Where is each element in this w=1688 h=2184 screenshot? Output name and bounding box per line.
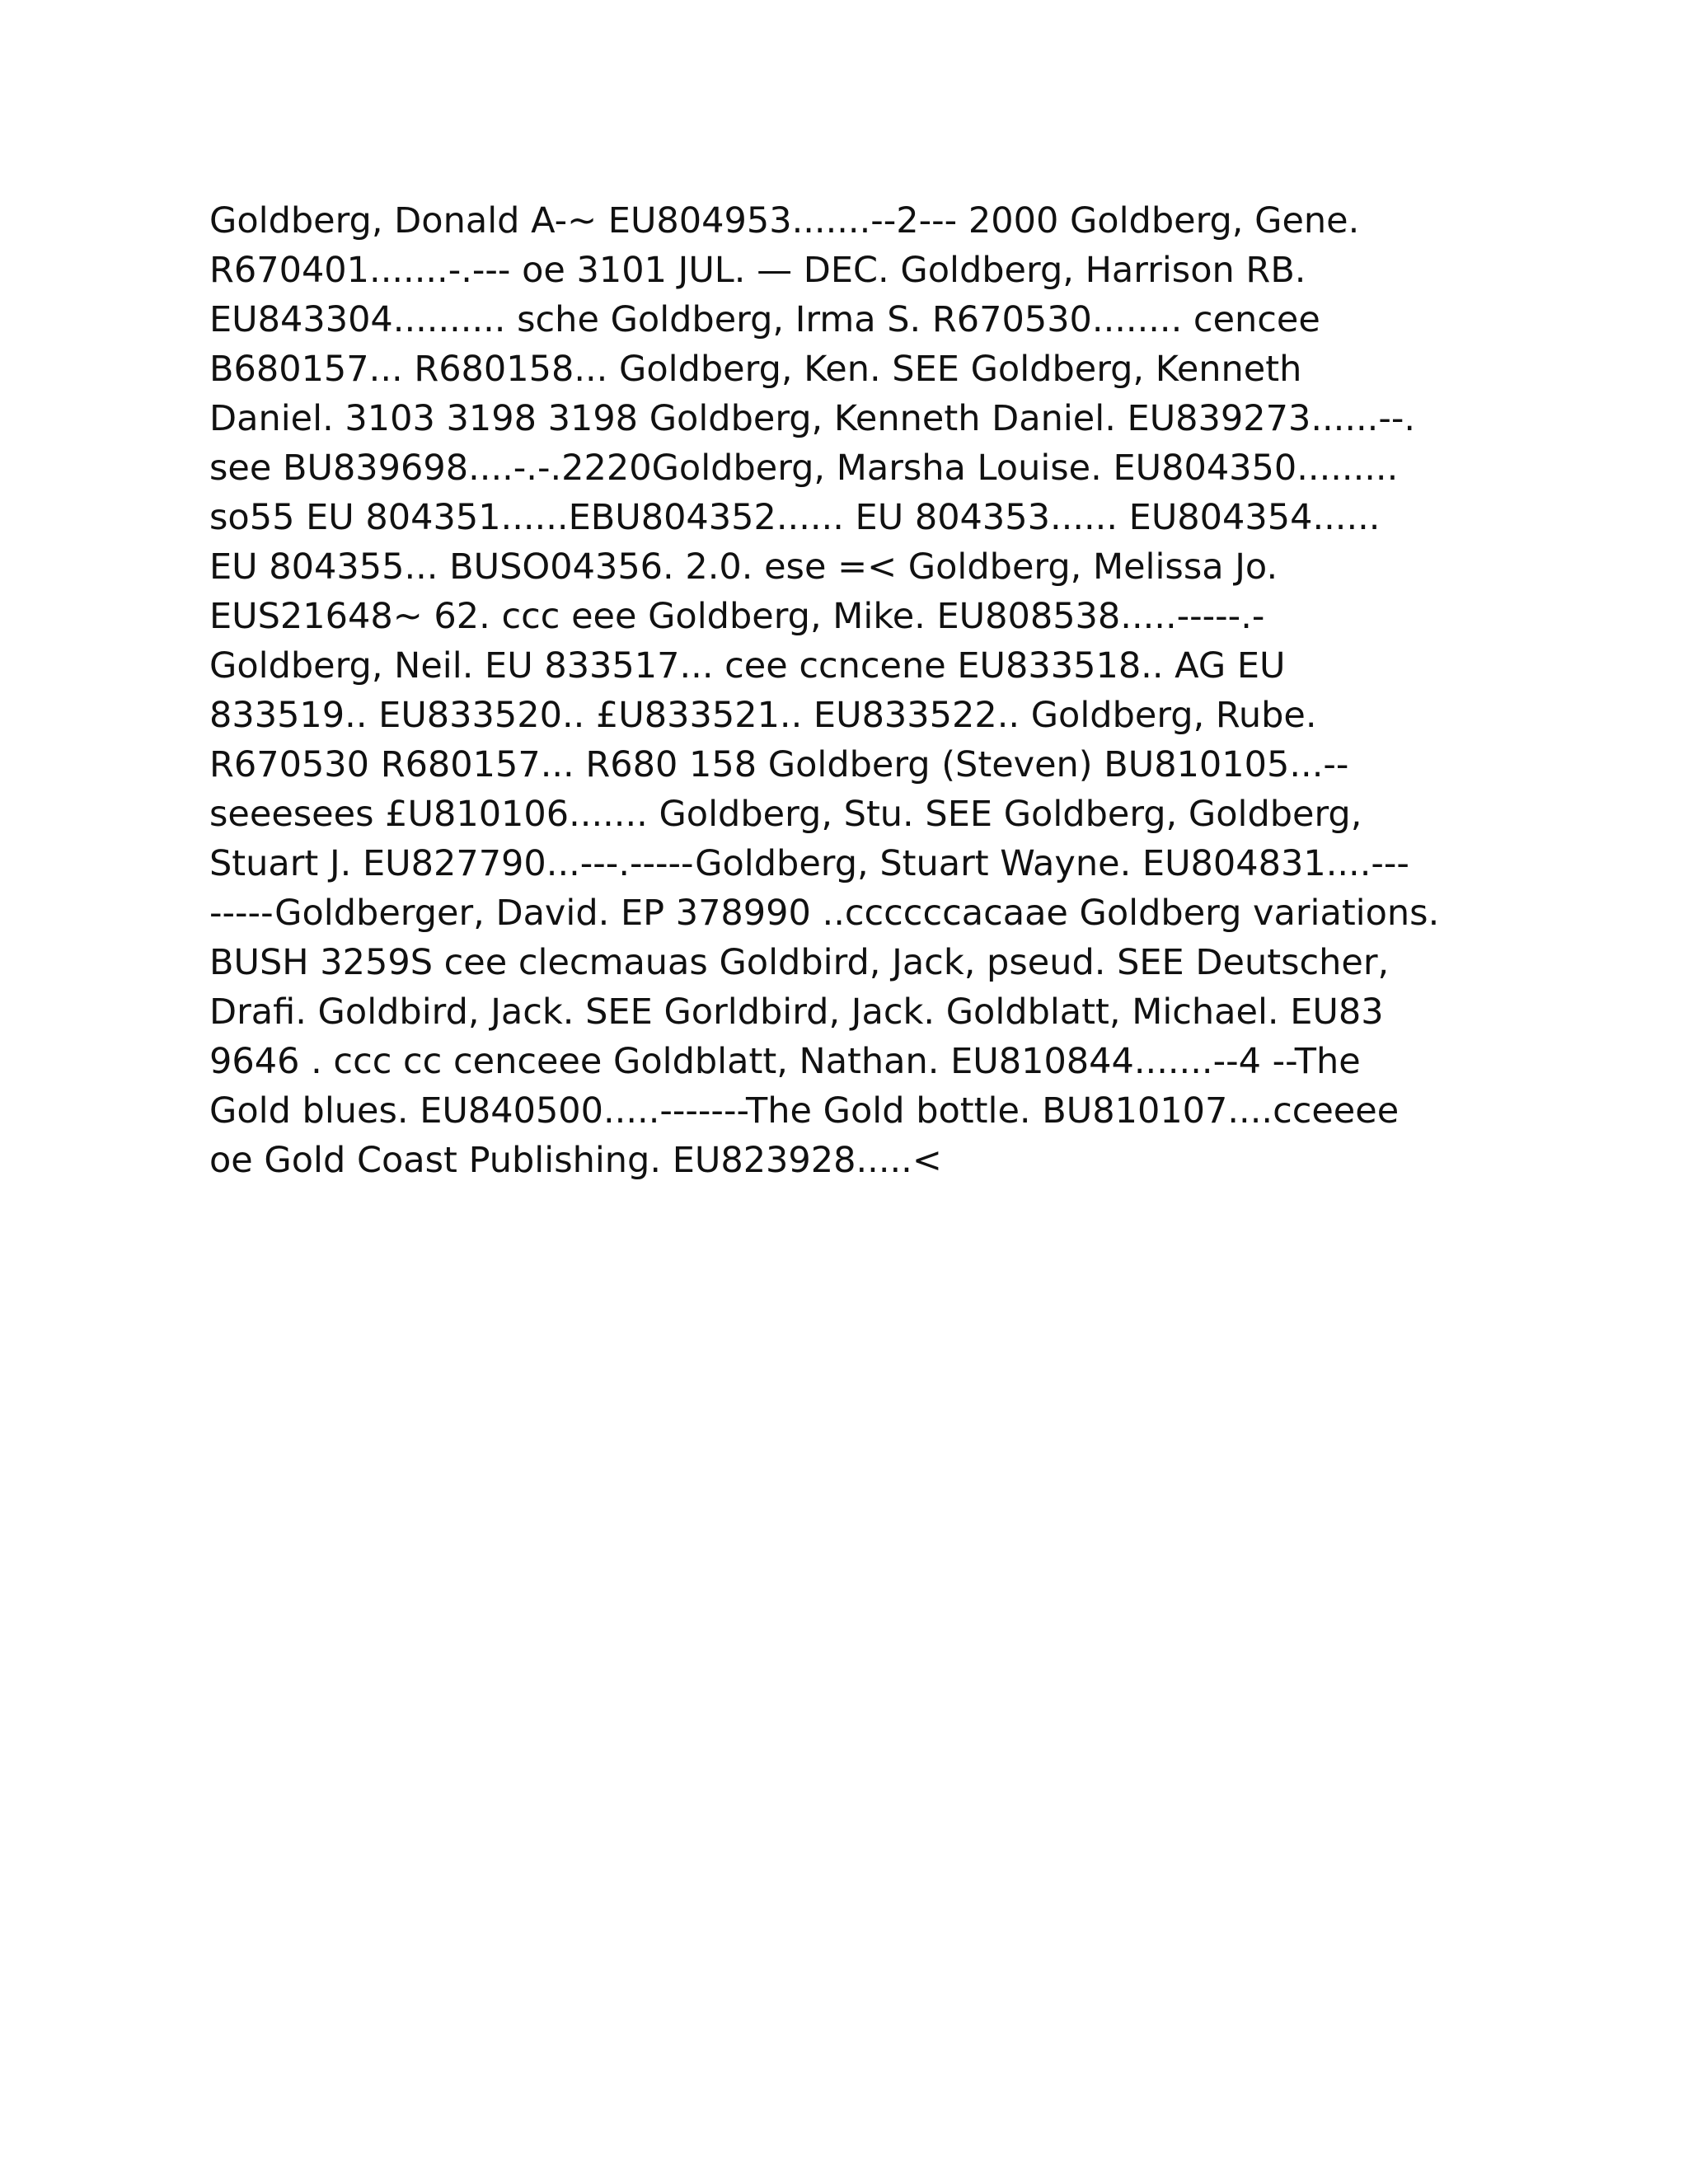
text-line: Drafi. Goldbird, Jack. SEE Gorldbird, Jack. Goldblatt, Michael. EU83 — [209, 991, 1384, 1033]
text-line: Goldberg, Neil. EU 833517... cee ccncene EU833518.. AG EU — [209, 645, 1286, 687]
text-line: oe Gold Coast Publishing. EU823928.....< — [209, 1140, 942, 1181]
text-line: Stuart J. EU827790...---.-----Goldberg, Stuart Wayne. EU804831....--- — [209, 843, 1409, 884]
text-line: -----Goldberger, David. EP 378990 ..ccccccacaae Goldberg variations. — [209, 893, 1440, 934]
document-text-block — [209, 196, 1479, 1185]
text-line: Daniel. 3103 3198 3198 Goldberg, Kenneth Daniel. EU839273......--. — [209, 398, 1416, 439]
text-line: EUS21648~ 62. ccc eee Goldberg, Mike. EU808538.....-----.- — [209, 596, 1265, 637]
text-line: EU 804355... BUSO04356. 2.0. ese =< Goldberg, Melissa Jo. — [209, 546, 1278, 588]
text-line: see BU839698....-.-.2220Goldberg, Marsha Louise. EU804350......... — [209, 448, 1399, 489]
text-line: R670401.......-.--- oe 3101 JUL. — DEC. Goldberg, Harrison RB. — [209, 250, 1306, 291]
text-line: R670530 R680157... R680 158 Goldberg (Steven) BU810105...-- — [209, 744, 1349, 785]
text-line: seeesees £U810106....... Goldberg, Stu. SEE Goldberg, Goldberg, — [209, 794, 1362, 835]
text-line: 9646 . ccc cc cenceee Goldblatt, Nathan. EU810844.......--4 --The — [209, 1041, 1361, 1082]
text-line: B680157... R680158... Goldberg, Ken. SEE Goldberg, Kenneth — [209, 349, 1302, 390]
text-line: Gold blues. EU840500.....-------The Gold bottle. BU810107....cceeee — [209, 1090, 1400, 1132]
text-line: so55 EU 804351......EBU804352...... EU 804353...... EU804354...... — [209, 497, 1381, 538]
text-line: Goldberg, Donald A-~ EU804953.......--2--- 2000 Goldberg, Gene. — [209, 200, 1360, 241]
text-line: 833519.. EU833520.. £U833521.. EU833522.. Goldberg, Rube. — [209, 695, 1317, 736]
text-line: BUSH 3259S cee clecmauas Goldbird, Jack, pseud. SEE Deutscher, — [209, 942, 1390, 983]
text-line: EU843304.......... sche Goldberg, Irma S. R670530........ cencee — [209, 299, 1320, 340]
